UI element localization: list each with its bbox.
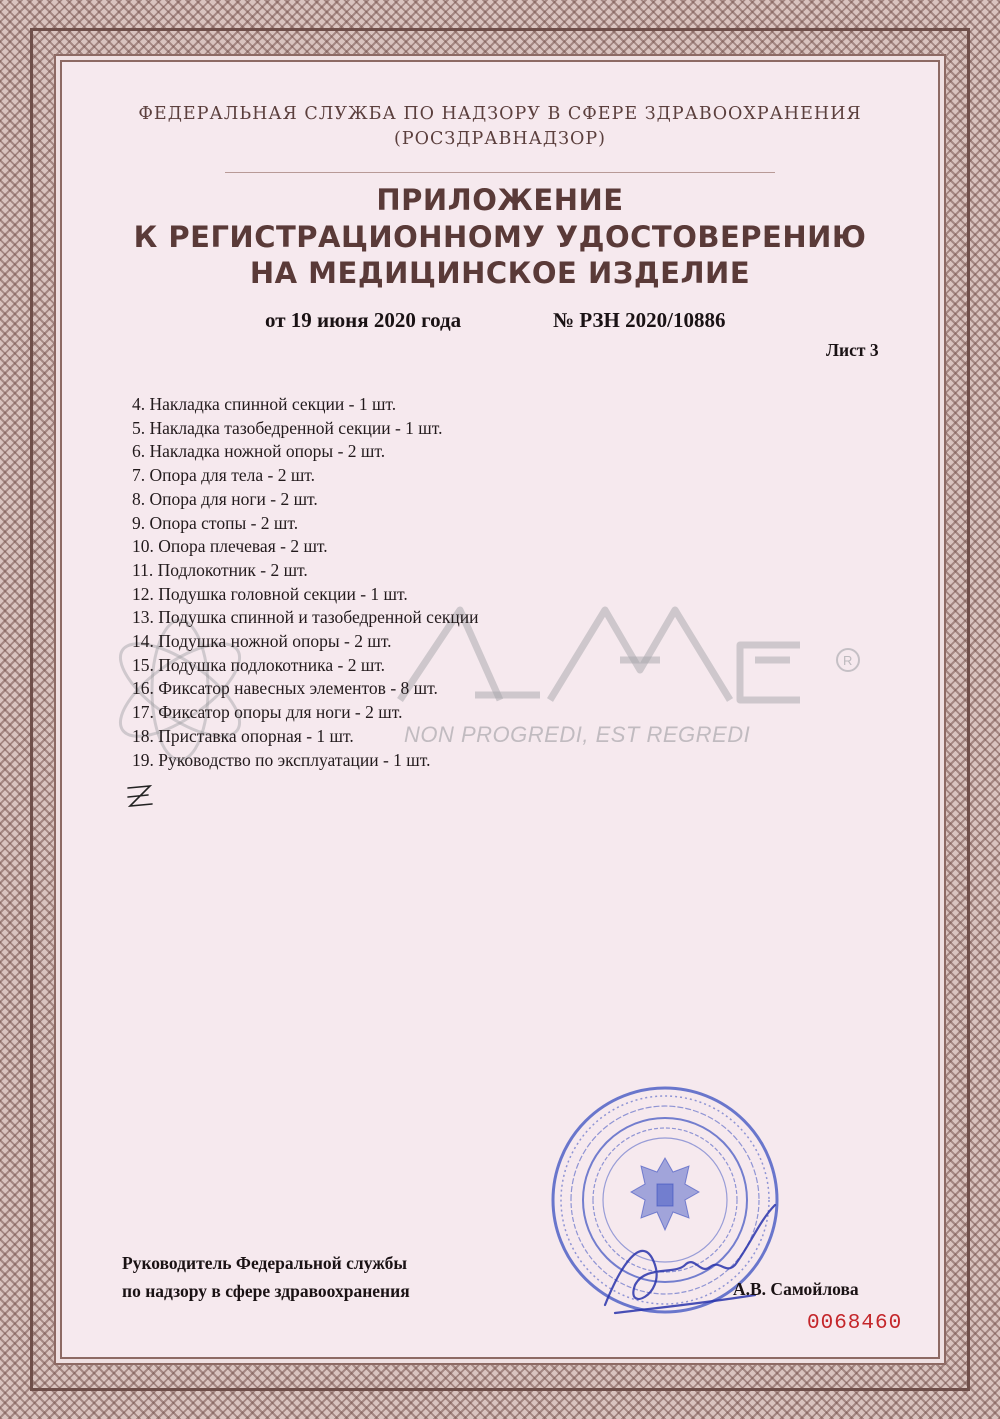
list-item: 16. Фиксатор навесных элементов - 8 шт. (132, 678, 438, 699)
list-item: 19. Руководство по эксплуатации - 1 шт. (132, 749, 431, 770)
signatory-position-line1: Руководитель Федеральной службы (122, 1253, 408, 1273)
list-item: 8. Опора для ноги - 2 шт. (132, 488, 318, 509)
list-item: 6. Накладка ножной опоры - 2 шт. (132, 441, 386, 462)
list-item: 18. Приставка опорная - 1 шт. (132, 725, 354, 746)
list-item: 15. Подушка подлокотника - 2 шт. (132, 654, 386, 675)
list-item: 10. Опора плечевая - 2 шт. (132, 536, 328, 557)
issue-date: от 19 июня 2020 года (265, 308, 462, 332)
doc-title-line2: К РЕГИСТРАЦИОННОМУ УДОСТОВЕРЕНИЮ (133, 220, 867, 254)
list-item: 7. Опора для тела - 2 шт. (132, 465, 316, 486)
list-item: 5. Накладка тазобедренной секции - 1 шт. (132, 417, 443, 438)
list-item: 14. Подушка ножной опоры - 2 шт. (132, 631, 392, 652)
list-item: 4. Накладка спинной секции - 1 шт. (132, 394, 397, 414)
serial-number: 0068460 (807, 1312, 903, 1335)
doc-title-line1: ПРИЛОЖЕНИЕ (376, 183, 624, 217)
list-item: 13. Подушка спинной и тазобедренной секции (132, 607, 479, 628)
svg-text:R: R (843, 653, 853, 668)
agency-short-name: (РОСЗДРАВНАДЗОР) (394, 129, 606, 149)
handwritten-signature (585, 1195, 785, 1325)
agency-name: ФЕДЕРАЛЬНАЯ СЛУЖБА ПО НАДЗОРУ В СФЕРЕ ЗДРАВООХРАНЕНИЯ (138, 104, 862, 124)
header-divider (225, 172, 775, 173)
signatory-position (122, 1249, 410, 1305)
handwritten-mark-icon (122, 780, 162, 814)
registration-number: № РЗН 2020/10886 (553, 308, 726, 332)
list-item: 17. Фиксатор опоры для ноги - 2 шт. (132, 702, 403, 723)
sheet-number: Лист 3 (826, 340, 879, 360)
list-item: 11. Подлокотник - 2 шт. (132, 559, 308, 580)
watermark-slogan: NON PROGREDI, EST REGREDI (404, 722, 751, 747)
signatory-name: А.В. Самойлова (733, 1279, 859, 1299)
item-list (132, 393, 479, 772)
list-item: 9. Опора стопы - 2 шт. (132, 512, 299, 533)
list-item: 12. Подушка головной секции - 1 шт. (132, 583, 408, 604)
doc-title-line3: НА МЕДИЦИНСКОЕ ИЗДЕЛИЕ (249, 256, 751, 290)
signatory-position-line2: по надзору в сфере здравоохранения (122, 1281, 410, 1301)
